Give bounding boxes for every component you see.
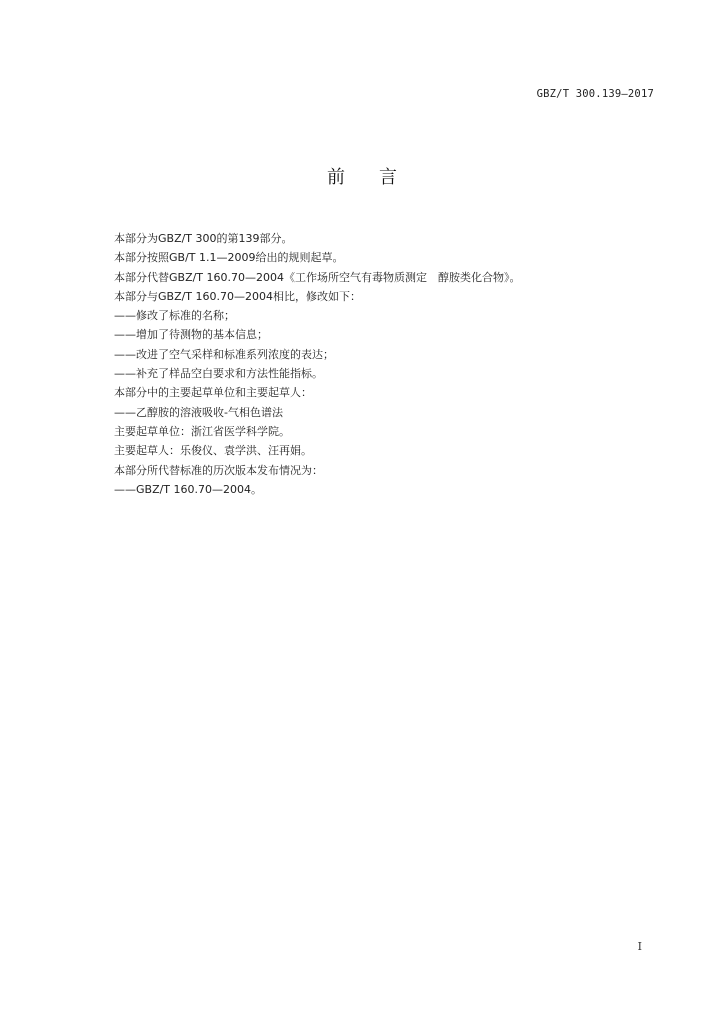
preface-line: ——修改了标准的名称； [114,309,235,323]
preface-line: 本部分中的主要起草单位和主要起草人： [114,386,312,400]
preface-line: 主要起草人：乐俊仪、袁学洪、汪再娟。 [114,444,312,458]
preface-line: 本部分与GBZ/T 160.70—2004相比，修改如下： [114,289,362,303]
page-title: 前言 [327,167,431,188]
page-number: I [637,940,642,953]
preface-body [114,229,634,499]
standard-code: GBZ/T 300.139—2017 [536,88,654,100]
preface-line: ——补充了样品空白要求和方法性能指标。 [114,367,323,381]
preface-line: ——改进了空气采样和标准系列浓度的表达； [114,347,334,361]
preface-line: 主要起草单位：浙江省医学科学院。 [114,424,290,438]
preface-line: 本部分按照GB/T 1.1—2009给出的规则起草。 [114,251,344,265]
preface-line: 本部分代替GBZ/T 160.70—2004《工作场所空气有毒物质测定 醇胺类化合物》。 [114,270,521,284]
preface-line: ——GBZ/T 160.70—2004。 [114,482,263,496]
preface-line: ——乙醇胺的溶液吸收-气相色谱法 [114,405,283,419]
preface-line: 本部分为GBZ/T 300的第139部分。 [114,232,293,245]
preface-line: ——增加了待测物的基本信息； [114,328,268,342]
preface-line: 本部分所代替标准的历次版本发布情况为： [114,463,323,477]
